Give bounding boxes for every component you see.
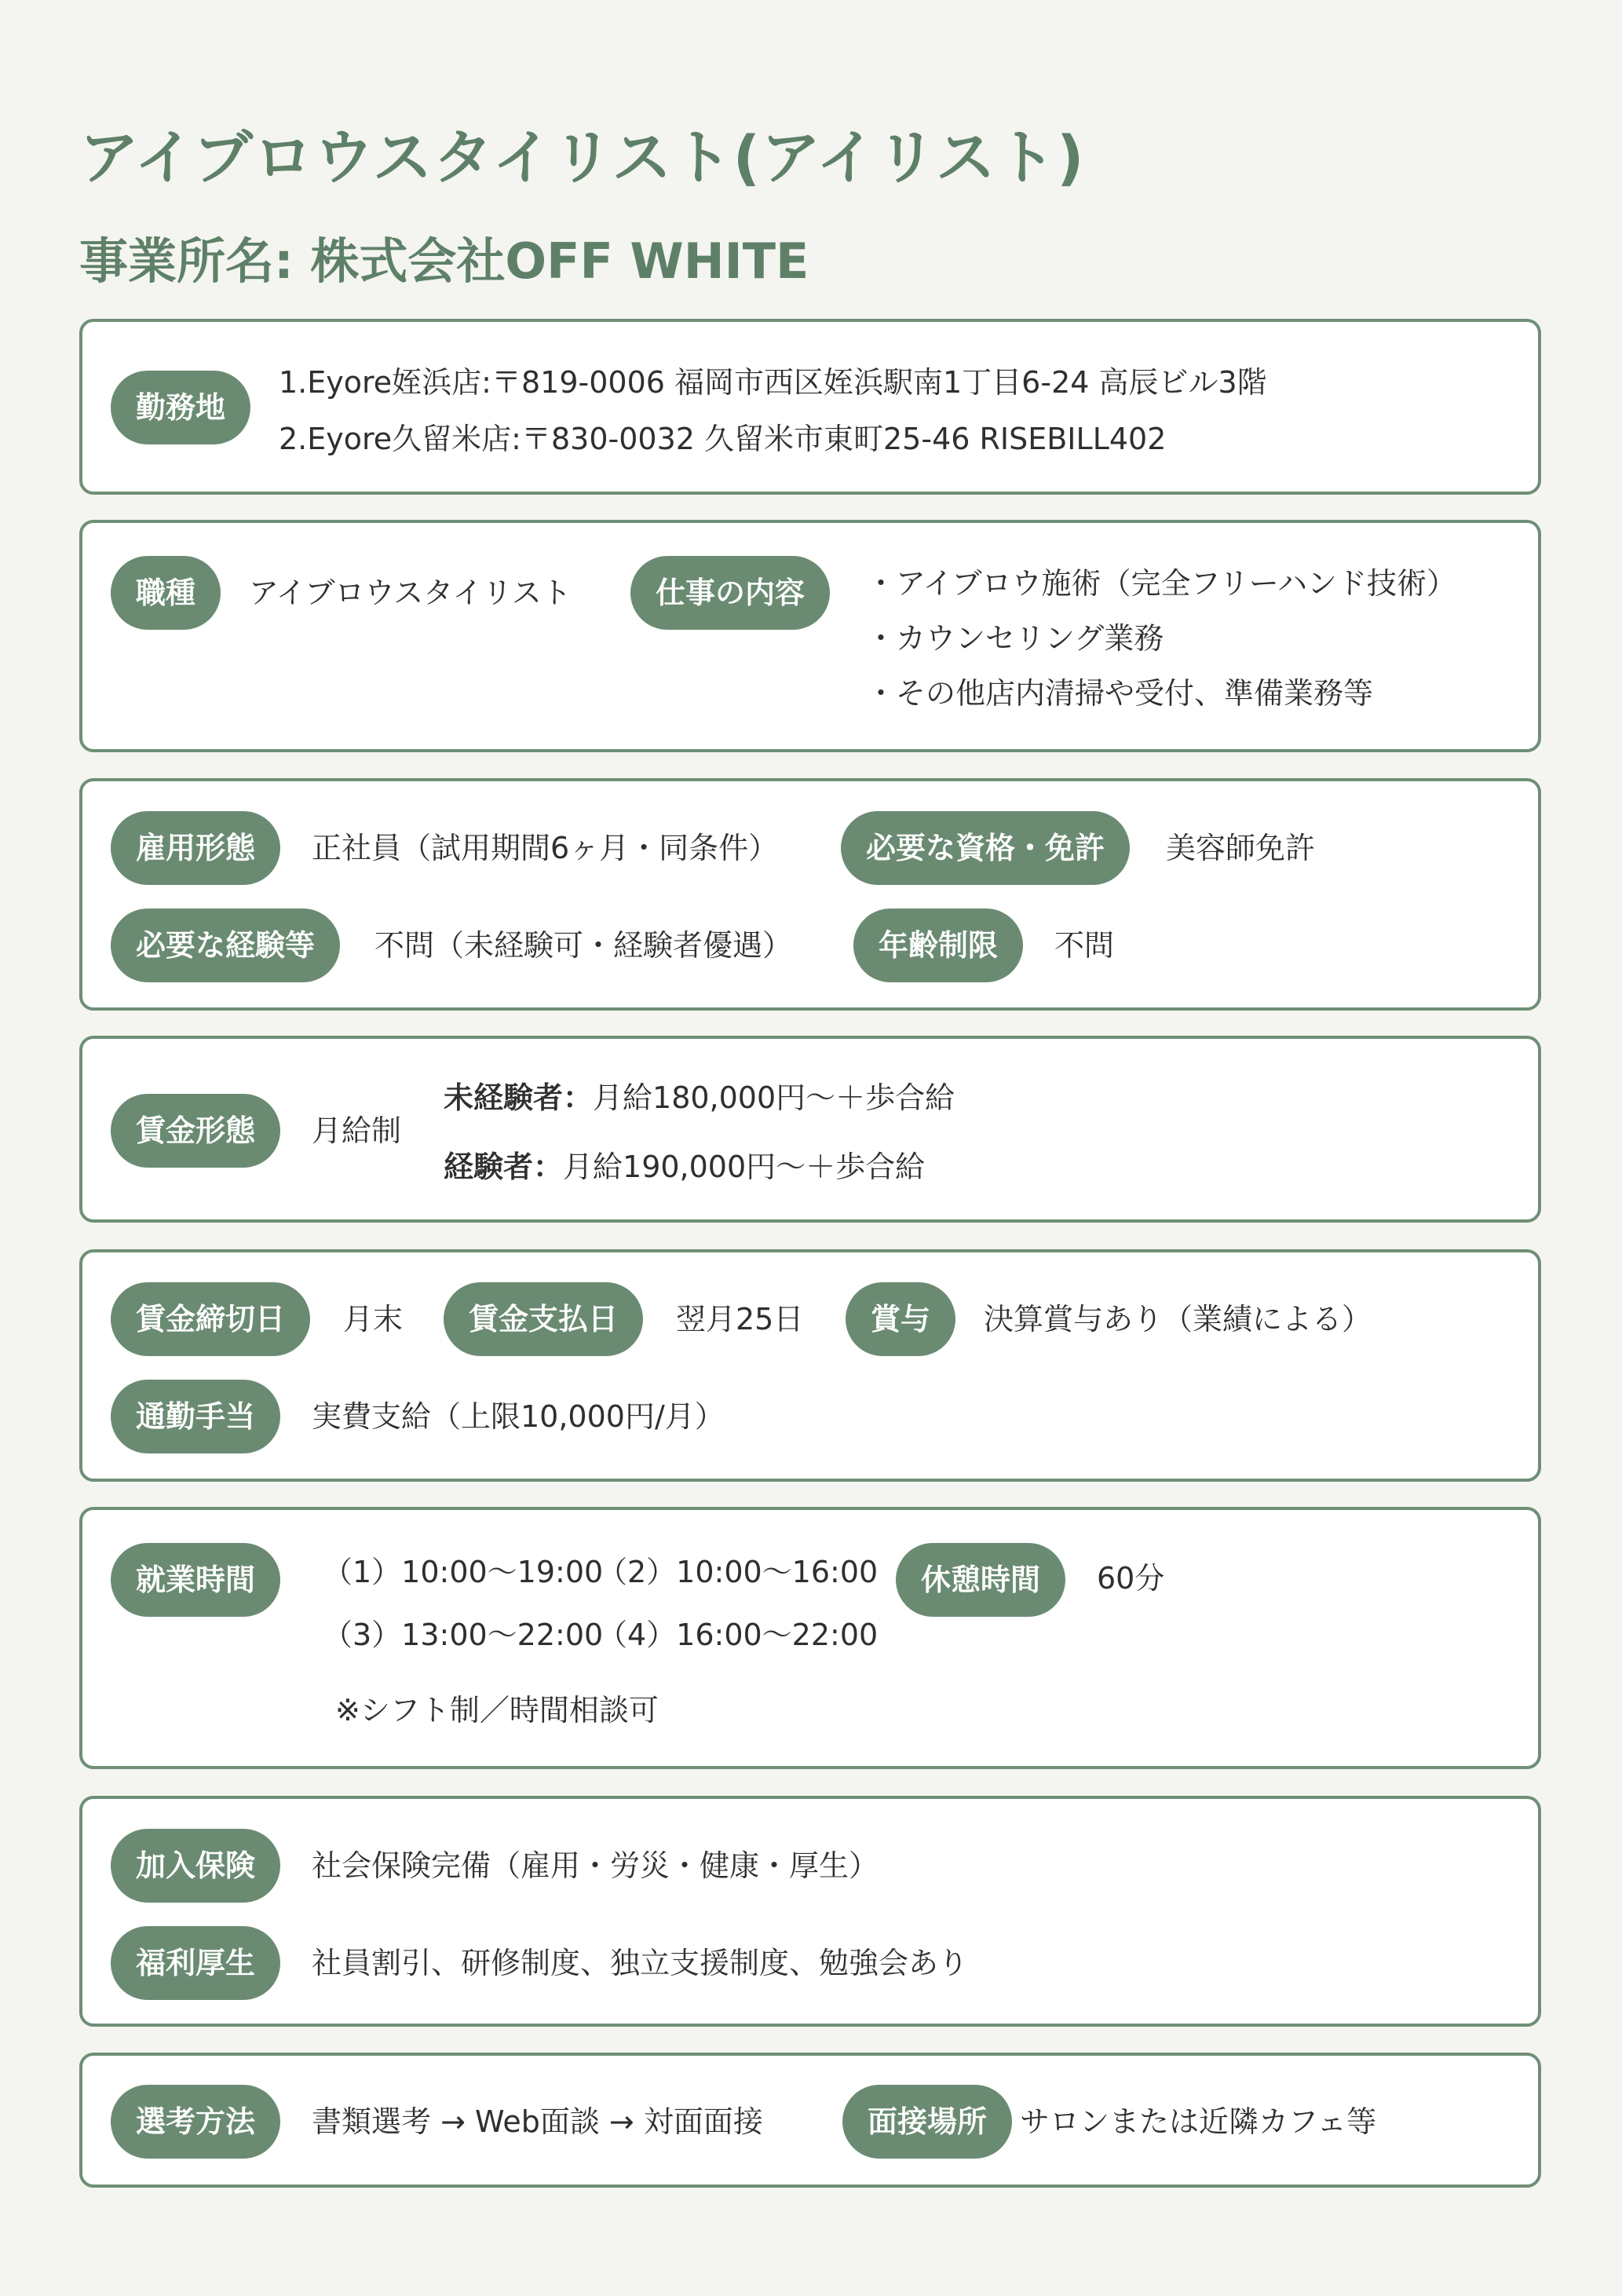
selection-method-badge: 選考方法 [111, 2085, 280, 2159]
location-card [79, 319, 1541, 495]
job-content-line-2: ・カウンセリング業務 [866, 621, 1164, 656]
insurance-badge: 加入保険 [111, 1829, 280, 1903]
job-type-badge: 職種 [111, 556, 221, 630]
location-badge: 勤務地 [111, 371, 250, 444]
selection-method-value: 書類選考 → Web面談 → 対面面接 [312, 2104, 763, 2139]
insurance-value: 社会保険完備（雇用・労災・健康・厚生） [312, 1848, 879, 1883]
wage-form-value: 月給制 [312, 1113, 402, 1148]
payday-badge: 賃金支払日 [444, 1282, 643, 1356]
wage-inexperienced-key: 未経験者： [444, 1080, 594, 1115]
wage-inexperienced-amount: 月給180,000円〜＋歩合給 [593, 1080, 955, 1115]
job-content-badge: 仕事の内容 [630, 556, 830, 630]
hours-badge: 就業時間 [111, 1543, 280, 1617]
shift-2: （2）10:00〜16:00 [597, 1555, 879, 1589]
employment-card [79, 778, 1541, 1011]
license-badge: 必要な資格・免許 [841, 811, 1130, 885]
wage-form-badge: 賃金形態 [111, 1094, 280, 1168]
age-limit-badge: 年齢制限 [853, 909, 1023, 982]
selection-card [79, 2053, 1541, 2188]
welfare-value: 社員割引、研修制度、独立支援制度、勉強会あり [312, 1946, 969, 1980]
experience-badge: 必要な経験等 [111, 909, 340, 982]
wage-experienced-key: 経験者： [444, 1150, 564, 1184]
license-value: 美容師免許 [1166, 831, 1316, 865]
shift-note: ※シフト制／時間相談可 [335, 1693, 659, 1727]
cutoff-badge: 賃金締切日 [111, 1282, 310, 1356]
employment-form-value: 正社員（試用期間6ヶ月・同条件） [312, 831, 779, 865]
experience-value: 不問（未経験可・経験者優遇） [374, 928, 793, 963]
hours-card [79, 1507, 1541, 1769]
pay-card [79, 1249, 1541, 1482]
bonus-value: 決算賞与あり（業績による） [984, 1302, 1372, 1336]
cutoff-value: 月末 [343, 1302, 404, 1336]
break-badge: 休憩時間 [896, 1543, 1065, 1617]
commute-value: 実費支給（上限10,000円/月） [312, 1399, 725, 1434]
interview-place-badge: 面接場所 [842, 2085, 1012, 2159]
shift-1: （1）10:00〜19:00 [323, 1555, 604, 1589]
employment-form-badge: 雇用形態 [111, 811, 280, 885]
wage-inexperienced [444, 1078, 955, 1117]
break-value: 60分 [1097, 1561, 1165, 1596]
benefits-card [79, 1796, 1541, 2027]
wage-experienced [444, 1147, 925, 1186]
commute-badge: 通勤手当 [111, 1380, 280, 1453]
shift-4: （4）16:00〜22:00 [597, 1618, 879, 1652]
welfare-badge: 福利厚生 [111, 1926, 280, 2000]
shift-3: （3）13:00〜22:00 [323, 1618, 604, 1652]
page-title: アイブロウスタイリスト(アイリスト) [79, 122, 1085, 192]
wage-experienced-amount: 月給190,000円〜＋歩合給 [563, 1150, 926, 1184]
payday-value: 翌月25日 [676, 1302, 804, 1336]
wage-card [79, 1036, 1541, 1223]
interview-place-value: サロンまたは近隣カフェ等 [1020, 2104, 1377, 2139]
age-limit-value: 不問 [1054, 928, 1115, 963]
job-type-value: アイブロウスタイリスト [249, 576, 572, 610]
company-name: 事業所名: 株式会社OFF WHITE [79, 232, 809, 290]
location-line-1: 1.Eyore姪浜店:〒819-0006 福岡市西区姪浜駅南1丁目6-24 高辰ビル3階 [279, 365, 1267, 400]
bonus-badge: 賞与 [846, 1282, 955, 1356]
job-content-line-1: ・アイブロウ施術（完全フリーハンド技術） [866, 566, 1457, 601]
job-card [79, 520, 1541, 752]
job-content-line-3: ・その他店内清掃や受付、準備業務等 [866, 676, 1374, 711]
location-line-2: 2.Eyore久留米店:〒830-0032 久留米市東町25-46 RISEBILL402 [279, 422, 1167, 456]
